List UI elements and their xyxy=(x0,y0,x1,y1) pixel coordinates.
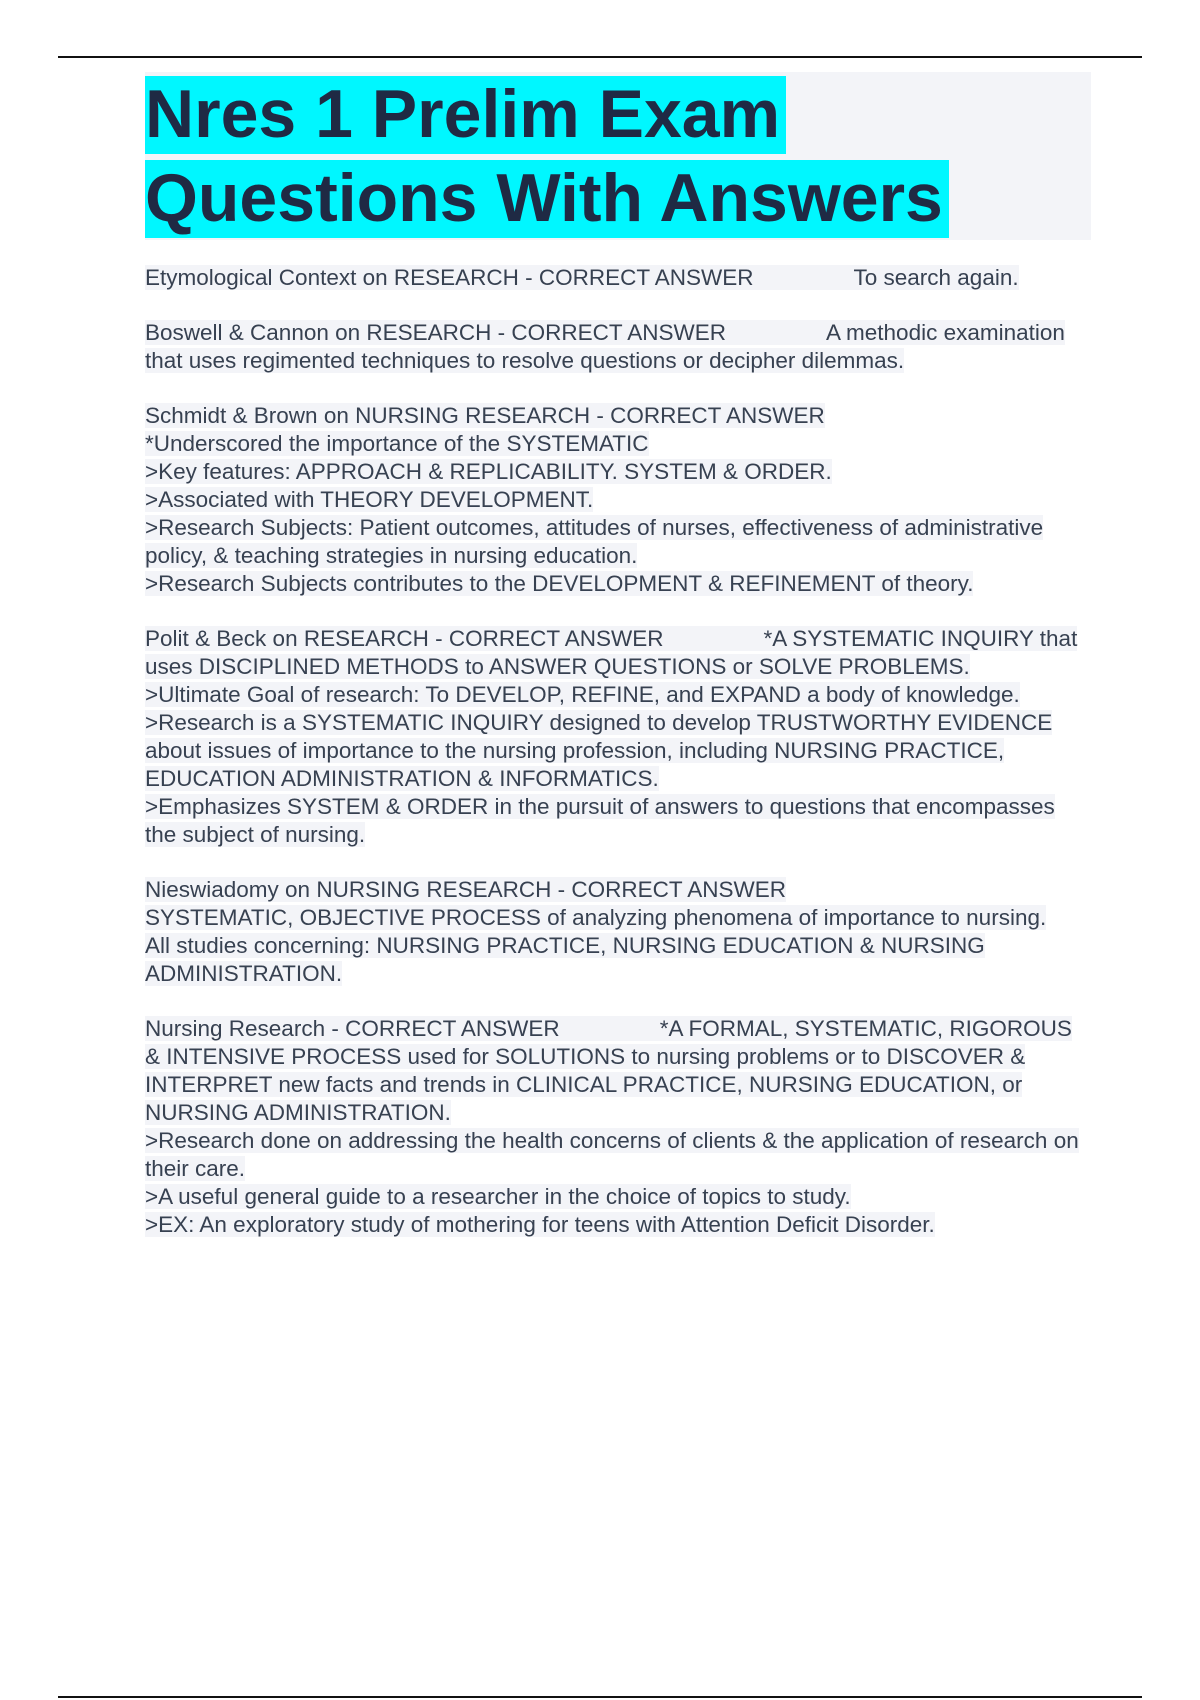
answer-line: >A useful general guide to a researcher in the choice of topics to study. xyxy=(145,1184,851,1209)
title-line-1: Nres 1 Prelim Exam xyxy=(145,76,786,154)
answer-line: >EX: An exploratory study of mothering for teens with Attention Deficit Disorder. xyxy=(145,1212,935,1237)
answer-line: All studies concerning: NURSING PRACTICE, NURSING EDUCATION & NURSING ADMINISTRATION. xyxy=(145,933,985,986)
answer-line: >Key features: APPROACH & REPLICABILITY. SYSTEM & ORDER. xyxy=(145,459,832,484)
answer-text: *A FORMAL, SYSTEMATIC, RIGOROUS & INTENSIVE PROCESS used for SOLUTIONS to nursing problems or to DISCOVER & INTERPRET new facts and trends in CLINICAL PRACTICE, NURSING EDUCATION, or NURSING ADMINISTRATION. xyxy=(145,1016,1072,1125)
top-divider xyxy=(58,56,1142,58)
answer-line: >Emphasizes SYSTEM & ORDER in the pursuit of answers to questions that encompasses the subject of nursing. xyxy=(145,794,1055,847)
answer-line: >Research Subjects contributes to the DEVELOPMENT & REFINEMENT of theory. xyxy=(145,571,974,596)
answer-line: >Research is a SYSTEMATIC INQUIRY designed to develop TRUSTWORTHY EVIDENCE about issues of importance to the nursing profession, including NURSING PRACTICE, EDUCATION ADMINISTRATION & INFORMATICS. xyxy=(145,710,1053,791)
question-text: Boswell & Cannon on RESEARCH - CORRECT ANSWER xyxy=(145,320,727,345)
qa-entry xyxy=(145,264,1085,292)
answer-text: To search again. xyxy=(853,265,1019,290)
answer-text: *A SYSTEMATIC INQUIRY that uses DISCIPLINED METHODS to ANSWER QUESTIONS or SOLVE PROBLEMS. xyxy=(145,626,1078,679)
qa-entry xyxy=(145,876,1085,988)
title-block xyxy=(145,72,1091,240)
title-line-2: Questions With Answers xyxy=(145,160,949,238)
qa-entry xyxy=(145,402,1085,598)
answer-line: SYSTEMATIC, OBJECTIVE PROCESS of analyzing phenomena of importance to nursing. xyxy=(145,905,1047,930)
answer-line: >Ultimate Goal of research: To DEVELOP, REFINE, and EXPAND a body of knowledge. xyxy=(145,682,1020,707)
question-text: Schmidt & Brown on NURSING RESEARCH - CORRECT ANSWER xyxy=(145,403,825,428)
question-text: Nursing Research - CORRECT ANSWER xyxy=(145,1016,560,1041)
document-body xyxy=(145,264,1085,1266)
bottom-divider xyxy=(58,1696,1142,1698)
qa-entry xyxy=(145,625,1085,849)
answer-line: >Associated with THEORY DEVELOPMENT. xyxy=(145,487,594,512)
qa-entry xyxy=(145,1015,1085,1239)
answer-line: *Underscored the importance of the SYSTEMATIC xyxy=(145,431,649,456)
document-title xyxy=(145,72,1091,240)
answer-line: >Research done on addressing the health concerns of clients & the application of research on their care. xyxy=(145,1128,1079,1181)
question-text: Polit & Beck on RESEARCH - CORRECT ANSWER xyxy=(145,626,664,651)
answer-text: A methodic examination that uses regimented techniques to resolve questions or decipher dilemmas. xyxy=(145,320,1065,373)
answer-line: >Research Subjects: Patient outcomes, attitudes of nurses, effectiveness of administrative policy, & teaching strategies in nursing education. xyxy=(145,515,1044,568)
question-text: Etymological Context on RESEARCH - CORRECT ANSWER xyxy=(145,265,754,290)
qa-entry xyxy=(145,319,1085,375)
question-text: Nieswiadomy on NURSING RESEARCH - CORRECT ANSWER xyxy=(145,877,786,902)
